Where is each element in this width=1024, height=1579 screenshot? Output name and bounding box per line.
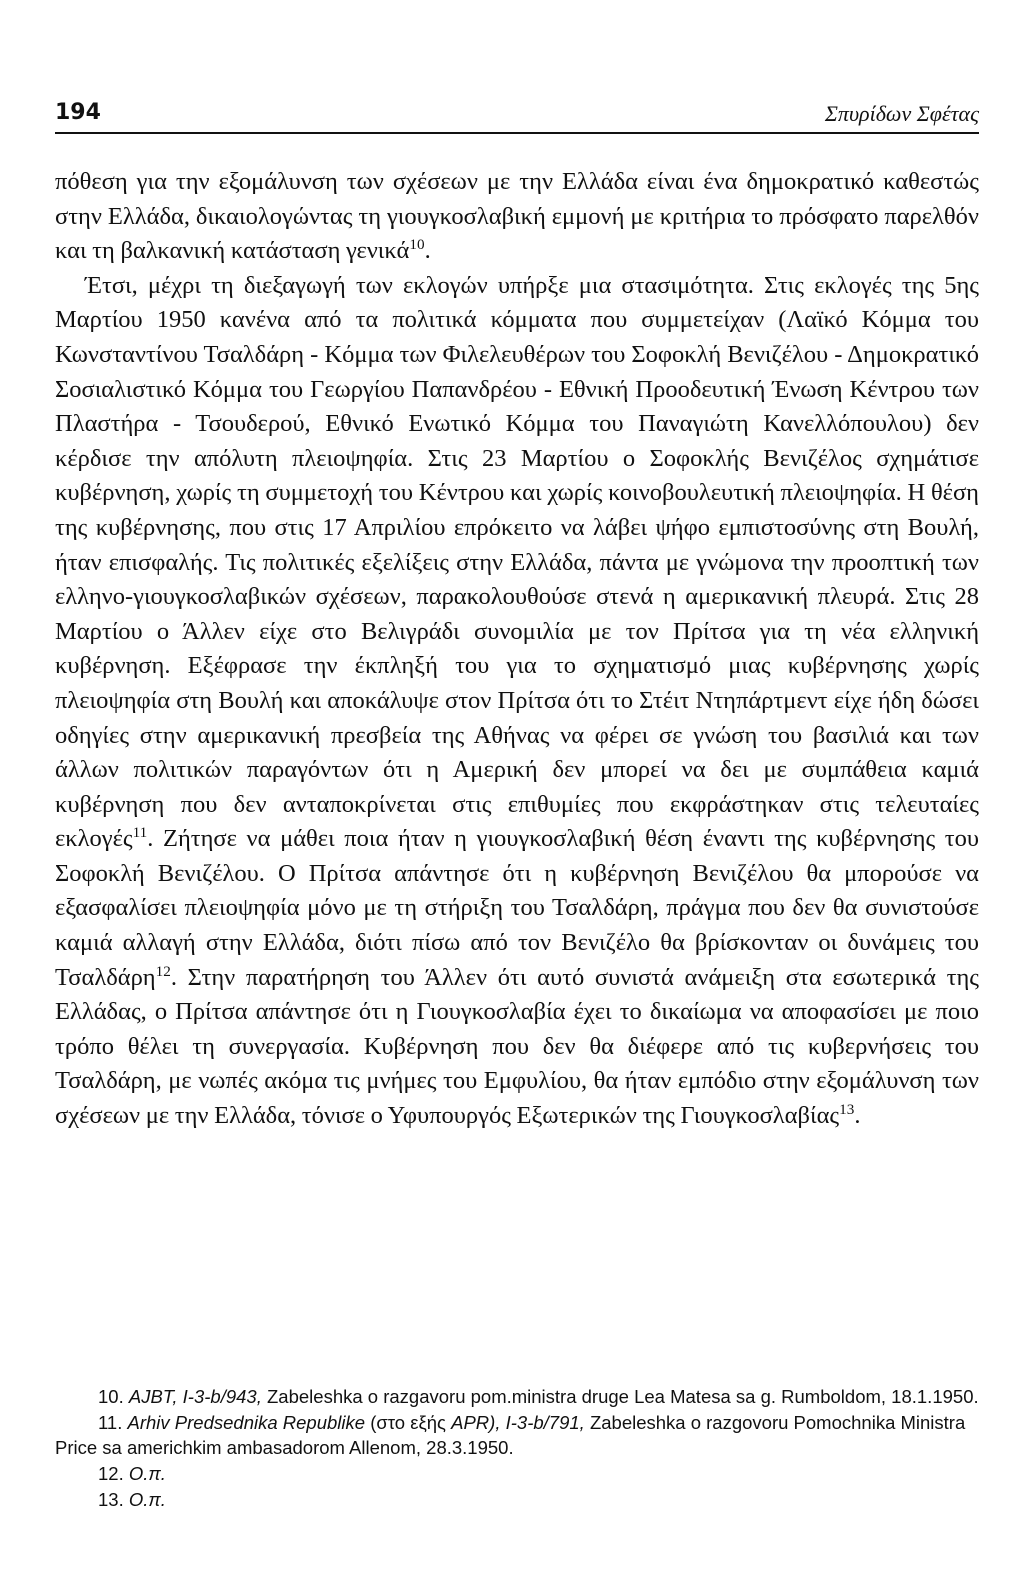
- page-number: 194: [55, 100, 101, 125]
- paragraph-text: Έτσι, μέχρι τη διεξαγωγή των εκλογών υπήρξε μια στασιμότητα. Στις εκλογές της 5ης Μαρτίου 1950 κανένα από τα πολιτικά κόμματα που συμμετείχαν (Λαϊκό Κόμμα του Κωνσταντίνου Τσαλδάρη - Κόμμα των Φιλελευθέρων του Σοφοκλή Βενιζέλου - Δημοκρατικό Σοσιαλιστικό Κόμμα του Γεωργίου Παπανδρέου - Εθνική Προοδευτική Ένωση Κέντρου των Πλαστήρα - Τσουδερού, Εθνικό Ενωτικό Κόμμα του Παναγιώτη Κανελλόπουλου) δεν κέρδισε την απόλυτη πλειοψηφία. Στις 23 Μαρτίου ο Σοφοκλής Βενιζέλος σχημάτισε κυβέρνηση, χωρίς τη συμμετοχή του Κέντρου και χωρίς κοινοβουλευτική πλειοψηφία. Η θέση της κυβέρνησης, που στις 17 Απριλίου επρόκειτο να λάβει ψήφο εμπιστοσύνης στη Βουλή, ήταν επισφαλής. Τις πολιτικές εξελίξεις στην Ελλάδα, πάντα με γνώμονα την προοπτική των ελληνο-γιουγκοσλαβικών σχέσεων, παρακολουθούσε στενά η αμερικανική πλευρά. Στις 28 Μαρτίου ο Άλλεν είχε στο Βελιγράδι συνομιλία με τον Πρίτσα για τη νέα ελληνική κυβέρνηση. Εξέφρασε την έκπληξή του για το σχηματισμό μιας κυβέρνησης χωρίς πλειοψηφία στη Βουλή και αποκάλυψε στον Πρίτσα ότι το Στέιτ Ντηπάρτμεντ είχε ήδη δώσει οδηγίες στην αμερικανική πρεσβεία της Αθήνας να φέρει σε γνώση του βασιλιά και των άλλων πολιτικών παραγόντων ότι η Αμερική δεν μπορεί να δει με συμπάθεια καμιά κυβέρνηση που δεν ανταποκρίνεται στις επιθυμίες που εκφράστηκαν στις τελευταίες εκλογές: [55, 271, 979, 853]
- footnote-source: AJBT, I-3-b/943,: [128, 1386, 262, 1407]
- footnote-number: 12.: [98, 1463, 124, 1485]
- paragraph-text: .: [854, 1102, 861, 1130]
- footnote-text: Zabeleshka o razgavoru pom.ministra druge Lea Matesa sa g. Rumboldom, 18.1.1950.: [267, 1386, 979, 1407]
- footnote: [55, 1410, 979, 1461]
- paragraph-text: πόθεση για την εξομάλυνση των σχέσεων με την Ελλάδα είναι ένα δημοκρατικό καθεστώς στην Ελλάδα, δικαιολογώντας τη γιουγκοσλαβική εμμονή με κριτήρια το πρόσφατο παρελθόν και τη βαλκανική κατάσταση γενικά: [55, 168, 979, 265]
- footnote-number: 11.: [98, 1411, 123, 1433]
- footnote-abbrev: APR), I-3-b/791,: [451, 1411, 585, 1433]
- footnote: [55, 1487, 979, 1513]
- footnote-source: Ο.π.: [128, 1463, 166, 1485]
- footnote-ref: 10: [409, 236, 425, 254]
- footnote-text: (στο εξής: [370, 1411, 446, 1433]
- body-text: [55, 165, 979, 1134]
- footnote: [55, 1384, 979, 1410]
- footnote-ref: 11: [132, 824, 148, 842]
- footnote-text: Zabeleshka o razgovoru Pomochnika Ministra Price sa americhkim ambasadorom Allenom, 28.3.1950.: [55, 1411, 966, 1459]
- page-header: [55, 100, 979, 134]
- paragraph-text: . Ζήτησε να μάθει ποια ήταν η γιουγκοσλαβική θέση έναντι της κυβέρνησης του Σοφοκλή Βενιζέλου. Ο Πρίτσα απάντησε ότι η κυβέρνηση Βενιζέλου θα μπορούσε να εξασφαλίσει πλειοψηφία μόνο με τη στήριξη του Τσαλδάρη, πράγμα που δεν θα συνιστούσε καμιά αλλαγή στην Ελλάδα, διότι πίσω από τον Βενιζέλο θα βρίσκονταν οι δυνάμεις του Τσαλδάρη: [55, 825, 979, 991]
- paragraph: [55, 165, 979, 269]
- footnote-source: Ο.π.: [128, 1488, 166, 1510]
- footnote-source: Arhiv Predsednika Republike: [127, 1411, 366, 1433]
- footnote-number: 13.: [98, 1488, 124, 1510]
- footnote-ref: 13: [839, 1100, 855, 1118]
- footnote-ref: 12: [155, 962, 171, 980]
- paragraph-text: . Στην παρατήρηση του Άλλεν ότι αυτό συνιστά ανάμειξη στα εσωτερικά της Ελλάδας, ο Πρίτσα απάντησε ότι η Γιουγκοσλαβία έχει το δικαίωμα να αποφασίσει με ποιο τρόπο θέλει τη συνεργασία. Κυβέρνηση που δεν θα διέφερε από τις κυβερνήσεις του Τσαλδάρη, με νωπές ακόμα τις μνήμες του Εμφυλίου, θα ήταν εμπόδιο στην εξομάλυνση των σχέσεων με την Ελλάδα, τόνισε ο Υφυπουργός Εξωτερικών της Γιουγκοσλαβίας: [55, 963, 979, 1130]
- footnote-number: 10.: [98, 1386, 124, 1407]
- footnotes: [55, 1384, 979, 1513]
- running-head-author: Σπυρίδων Σφέτας: [824, 101, 979, 126]
- paragraph: [55, 269, 979, 1134]
- footnote: [55, 1461, 979, 1487]
- paragraph-text: .: [424, 237, 431, 265]
